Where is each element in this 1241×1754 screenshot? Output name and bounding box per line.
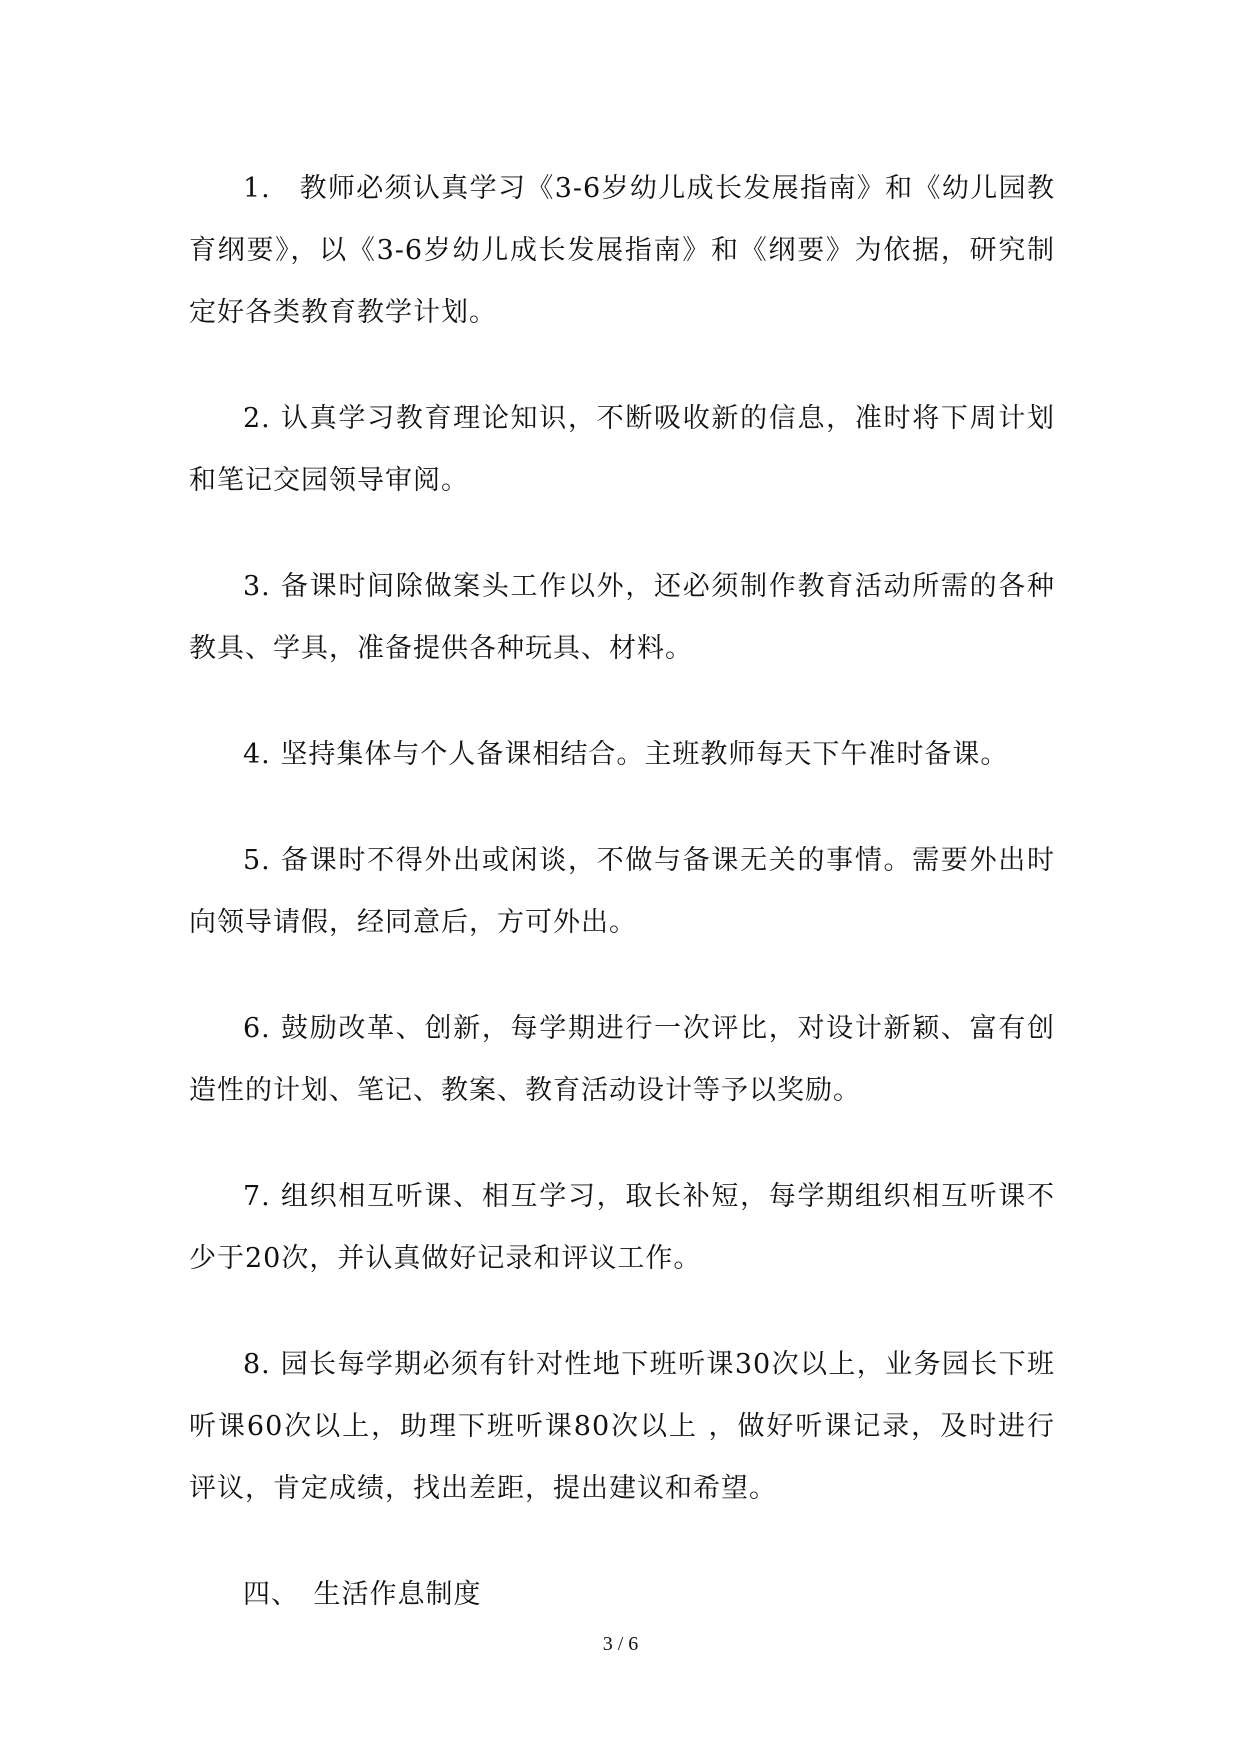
paragraph-5: 5. 备课时不得外出或闲谈，不做与备课无关的事情。需要外出时向领导请假，经同意后，方可外出。 (189, 845, 1055, 938)
page-number: 3 / 6 (602, 1633, 639, 1655)
paragraph-3: 3. 备课时间除做案头工作以外，还必须制作教育活动所需的各种教具、学具，准备提供各种玩具、材料。 (189, 571, 1055, 664)
section-heading: 四、 生活作息制度 (243, 1579, 482, 1610)
paragraph-7: 7. 组织相互听课、相互学习，取长补短，每学期组织相互听课不少于20次，并认真做好记录和评议工作。 (189, 1181, 1055, 1274)
paragraph-2: 2. 认真学习教育理论知识，不断吸收新的信息，准时将下周计划和笔记交园领导审阅。 (189, 403, 1055, 496)
paragraph-8: 8. 园长每学期必须有针对性地下班听课30次以上，业务园长下班听课60次以上，助理下班听课80次以上 ，做好听课记录，及时进行评议，肯定成绩，找出差距，提出建议和希望。 (189, 1349, 1055, 1504)
document-body (189, 158, 1055, 1626)
paragraph-1: 1. 教师必须认真学习《3-6岁幼儿成长发展指南》和《幼儿园教育纲要》，以《3-6岁幼儿成长发展指南》和《纲要》为依据，研究制定好各类教育教学计划。 (189, 173, 1055, 328)
paragraph-6: 6. 鼓励改革、创新，每学期进行一次评比，对设计新颖、富有创造性的计划、笔记、教案、教育活动设计等予以奖励。 (189, 1013, 1055, 1106)
paragraph-4: 4. 坚持集体与个人备课相结合。主班教师每天下午准时备课。 (243, 739, 1009, 770)
